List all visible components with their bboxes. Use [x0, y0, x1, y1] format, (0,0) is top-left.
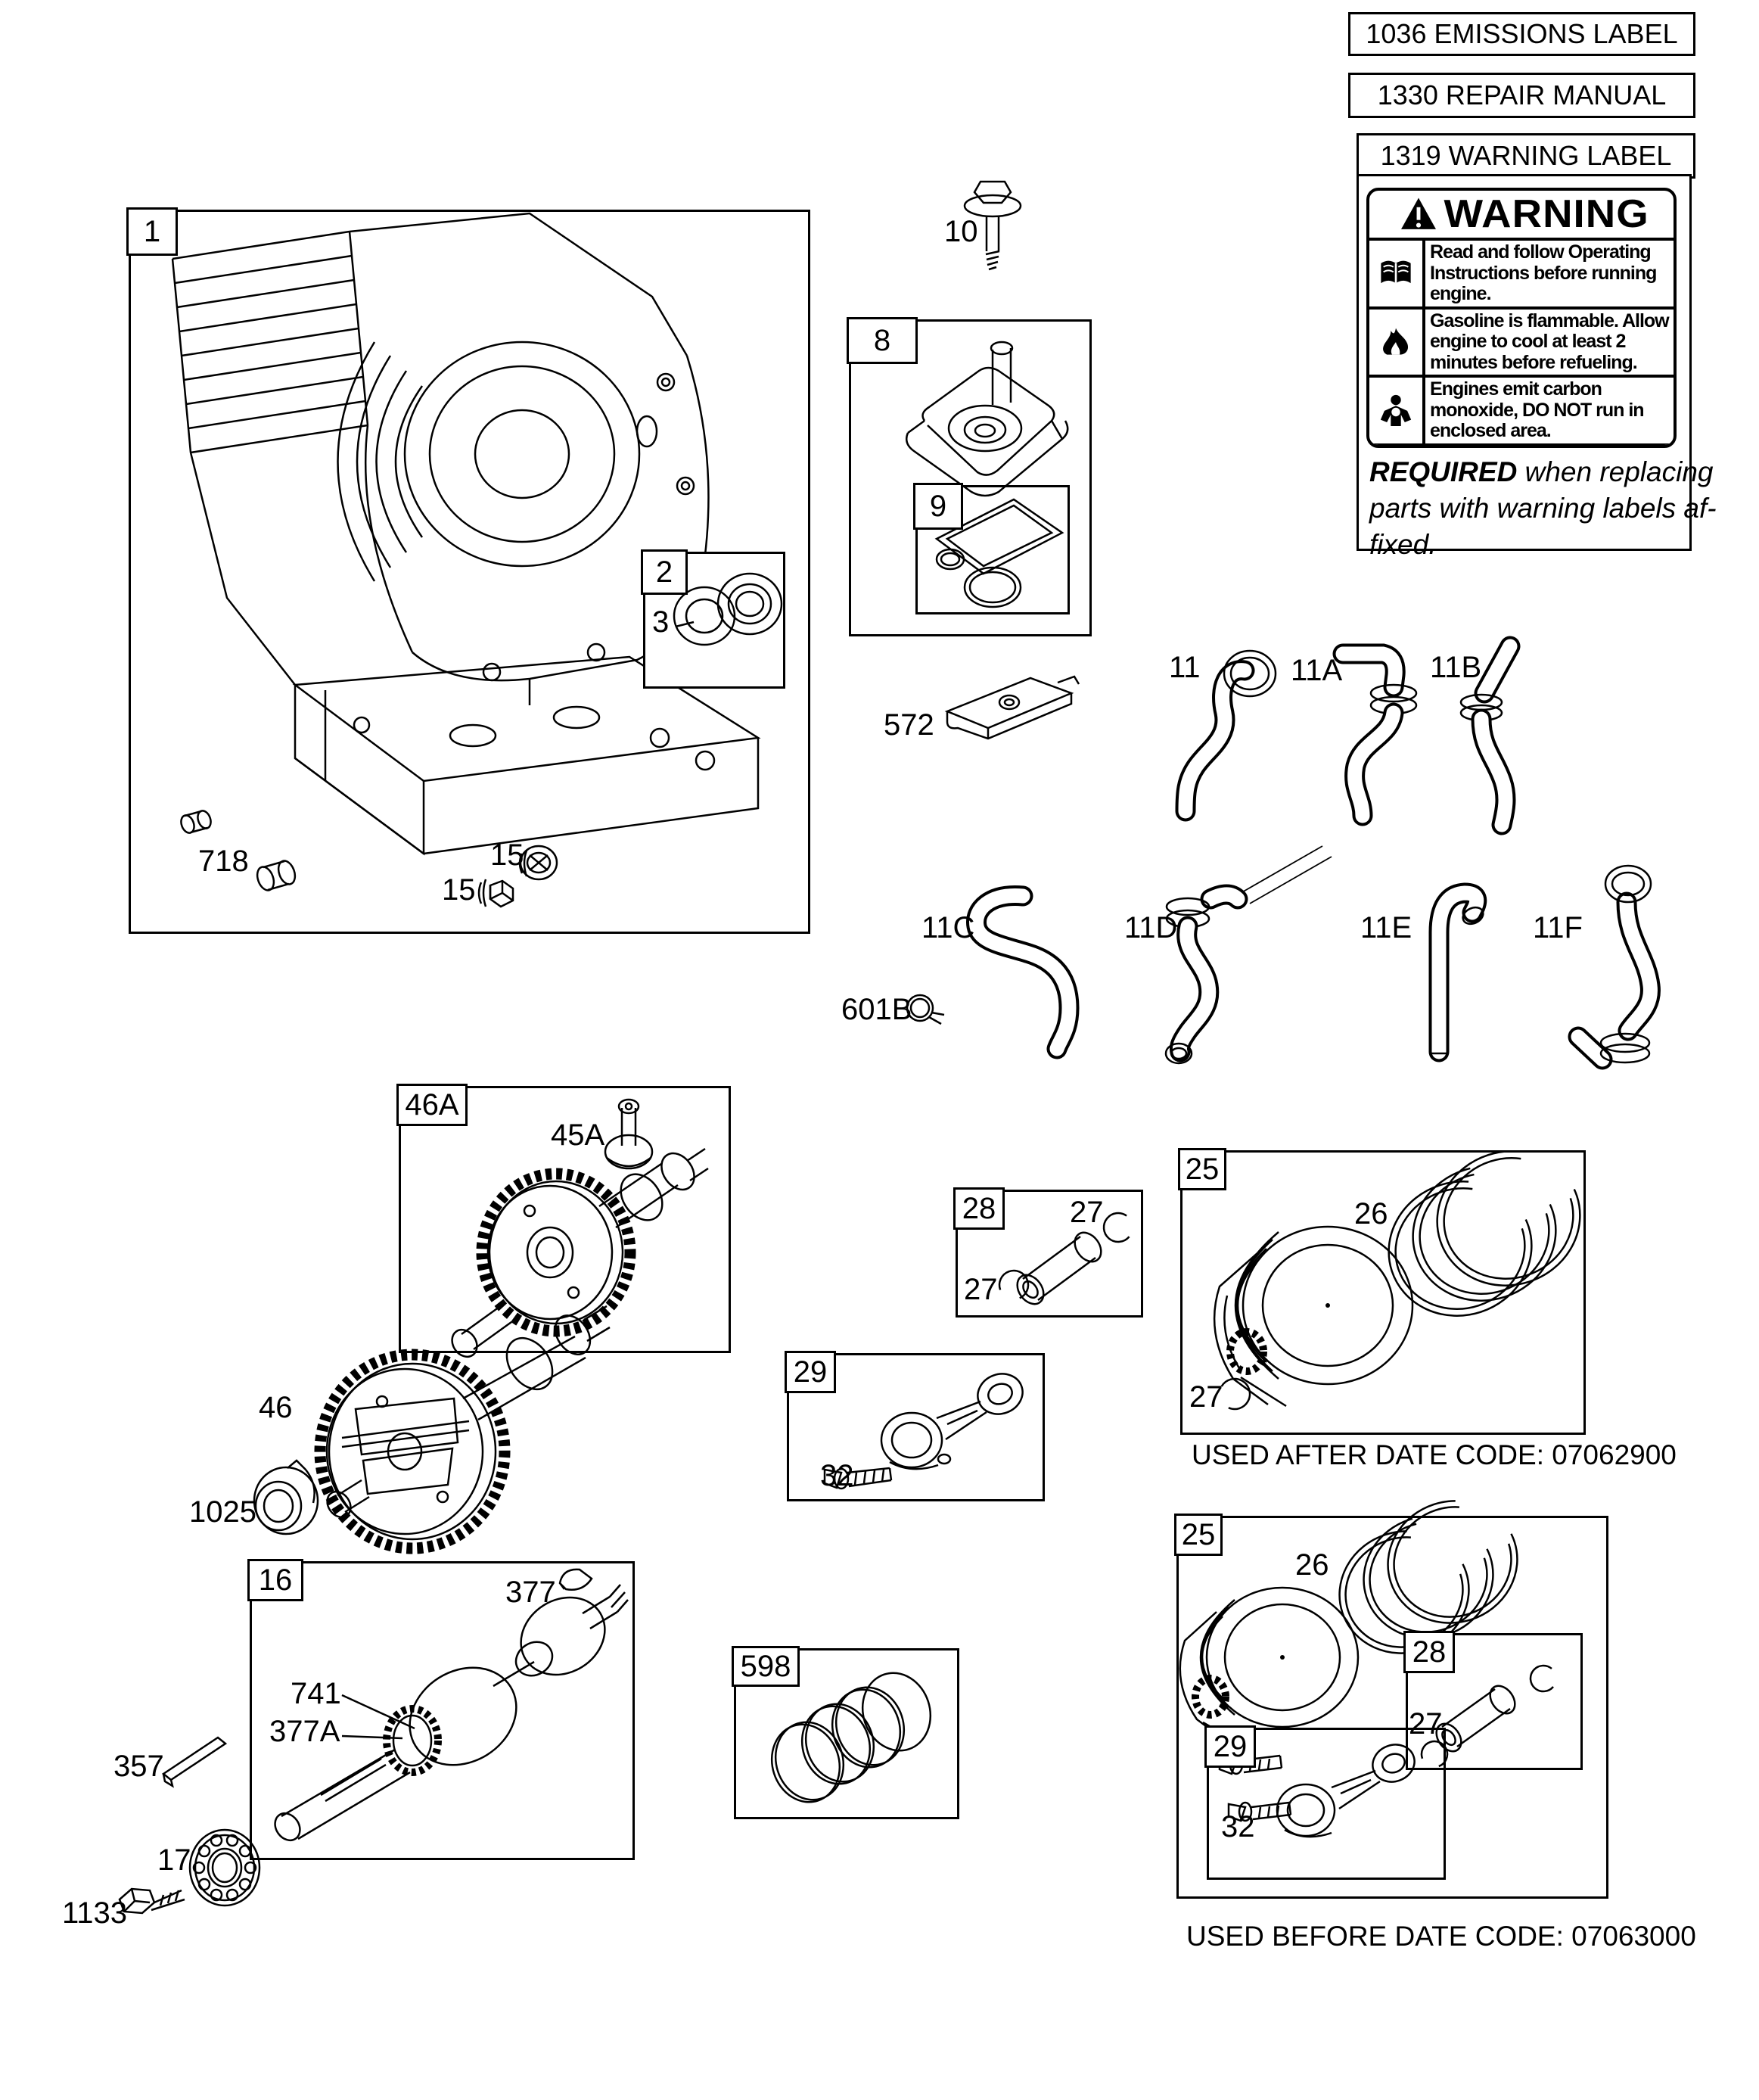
part-label-17: 17	[157, 1843, 191, 1877]
part-label-572: 572	[884, 708, 934, 742]
part-number-2: 2	[655, 555, 673, 589]
callout-tag-25-lower	[1174, 1514, 1223, 1556]
key-357-illustration	[163, 1738, 225, 1786]
warning-sticker	[1366, 188, 1677, 448]
part-label-11a: 11A	[1291, 654, 1343, 687]
warning-row-text: Engines emit carbon monoxide, DO NOT run in enclosed area.	[1430, 378, 1644, 441]
bracket-572-illustration	[947, 677, 1079, 739]
bolt-1133-illustration	[120, 1889, 185, 1913]
ref-label-warning-label-text: 1319 WARNING LABEL	[1380, 140, 1672, 171]
part-label-27-upper-left: 27	[964, 1273, 998, 1306]
part-label-32-upper: 32	[820, 1459, 854, 1492]
required-note-line1-rest: when replacing	[1517, 456, 1714, 487]
callout-tag-16	[247, 1559, 303, 1601]
warning-row-text: Gasoline is flammable. Allow engine to cool at least 2 minutes before refueling.	[1430, 310, 1669, 373]
part-number-16: 16	[258, 1563, 293, 1597]
ref-label-emissions-text: 1036 EMISSIONS LABEL	[1366, 18, 1678, 49]
part-label-46: 46	[259, 1391, 293, 1424]
part-number-25: 25	[1185, 1152, 1220, 1186]
part-label-27-lower: 27	[1409, 1707, 1443, 1741]
part-label-11: 11	[1169, 651, 1201, 684]
callout-tag-28-upper	[953, 1187, 1005, 1230]
hose-11d-illustration	[1166, 846, 1332, 1063]
warning-triangle-icon	[1399, 197, 1438, 232]
part-number-8: 8	[873, 323, 891, 357]
callout-box-25-upper	[1180, 1150, 1586, 1435]
part-label-27-in-25-upper: 27	[1189, 1380, 1223, 1414]
part-label-11e: 11E	[1360, 911, 1412, 944]
part-label-377: 377	[505, 1576, 556, 1609]
callout-tag-1	[126, 207, 178, 256]
flame-icon	[1369, 310, 1425, 375]
part-label-27-upper-right: 27	[1070, 1196, 1104, 1229]
warning-row-text: Read and follow Operating Instructions before running engine.	[1430, 241, 1657, 304]
callout-tag-28-lower	[1403, 1631, 1455, 1673]
ref-label-warning-label	[1357, 133, 1695, 179]
part-number-9: 9	[929, 489, 947, 523]
part-label-11b: 11B	[1430, 651, 1482, 684]
open-book-icon	[1369, 241, 1425, 306]
part-label-26-lower: 26	[1295, 1548, 1329, 1582]
part-label-15-a: 15	[490, 838, 524, 872]
warning-sticker-title-row	[1369, 191, 1674, 238]
part-number-598: 598	[740, 1649, 791, 1683]
warning-row	[1369, 375, 1674, 443]
part-label-1025: 1025	[189, 1495, 256, 1529]
part-label-357: 357	[113, 1750, 164, 1783]
callout-tag-29-lower	[1204, 1725, 1256, 1768]
part-label-32-lower: 32	[1221, 1810, 1255, 1843]
warning-title: WARNING	[1444, 192, 1649, 236]
carbon-monoxide-person-icon	[1369, 378, 1425, 443]
callout-tag-8	[847, 317, 918, 364]
callout-tag-598	[732, 1646, 800, 1687]
part-label-3: 3	[652, 605, 670, 639]
hot-surface-icon	[1369, 446, 1425, 449]
part-label-11d: 11D	[1124, 911, 1178, 944]
part-number-28: 28	[1412, 1635, 1447, 1669]
ref-label-repair-manual	[1348, 73, 1695, 118]
warning-row	[1369, 443, 1674, 449]
hose-11f-illustration	[1578, 866, 1651, 1062]
hose-11a-illustration	[1343, 654, 1416, 816]
part-label-45a: 45A	[551, 1118, 605, 1152]
part-label-601b: 601B	[841, 993, 912, 1026]
part-label-26-upper: 26	[1354, 1197, 1388, 1230]
part-number-29: 29	[793, 1355, 828, 1389]
part-label-377a: 377A	[269, 1715, 340, 1748]
part-label-718: 718	[198, 845, 249, 878]
warning-row-text	[1425, 446, 1674, 449]
hose-clamp-601b-illustration	[907, 995, 944, 1024]
part-number-1: 1	[143, 214, 161, 248]
part-label-15-b: 15	[442, 873, 476, 907]
required-note-line1	[1369, 454, 1717, 490]
warning-row	[1369, 306, 1674, 375]
callout-tag-25-upper	[1178, 1148, 1226, 1190]
required-note-bold: REQUIRED	[1369, 456, 1518, 487]
ref-label-emissions	[1348, 12, 1695, 56]
part-label-11f: 11F	[1533, 911, 1583, 944]
warning-row	[1369, 238, 1674, 306]
part-label-11c: 11C	[921, 911, 975, 944]
callout-tag-46a	[396, 1084, 468, 1126]
used-before-date-code-note: USED BEFORE DATE CODE: 07063000	[1186, 1921, 1696, 1952]
callout-tag-29-upper	[785, 1351, 836, 1393]
part-number-46a: 46A	[405, 1087, 459, 1122]
required-note-line3: fixed.	[1369, 529, 1437, 561]
callout-tag-2	[641, 549, 688, 595]
used-after-date-code-note: USED AFTER DATE CODE: 07062900	[1192, 1439, 1677, 1470]
hose-11c-illustration	[977, 896, 1069, 1049]
ref-label-repair-manual-text: 1330 REPAIR MANUAL	[1377, 79, 1667, 110]
required-note	[1369, 454, 1717, 563]
washer-1025-illustration	[254, 1461, 318, 1534]
part-label-1133: 1133	[62, 1896, 128, 1930]
part-number-28: 28	[962, 1191, 996, 1225]
part-number-29: 29	[1213, 1729, 1248, 1763]
required-note-line2: parts with warning labels af-	[1369, 493, 1717, 524]
hose-11e-illustration	[1429, 893, 1486, 1053]
callout-tag-9	[913, 483, 963, 530]
part-label-10: 10	[944, 215, 978, 248]
part-number-25: 25	[1181, 1517, 1216, 1551]
part-label-741: 741	[291, 1677, 341, 1710]
